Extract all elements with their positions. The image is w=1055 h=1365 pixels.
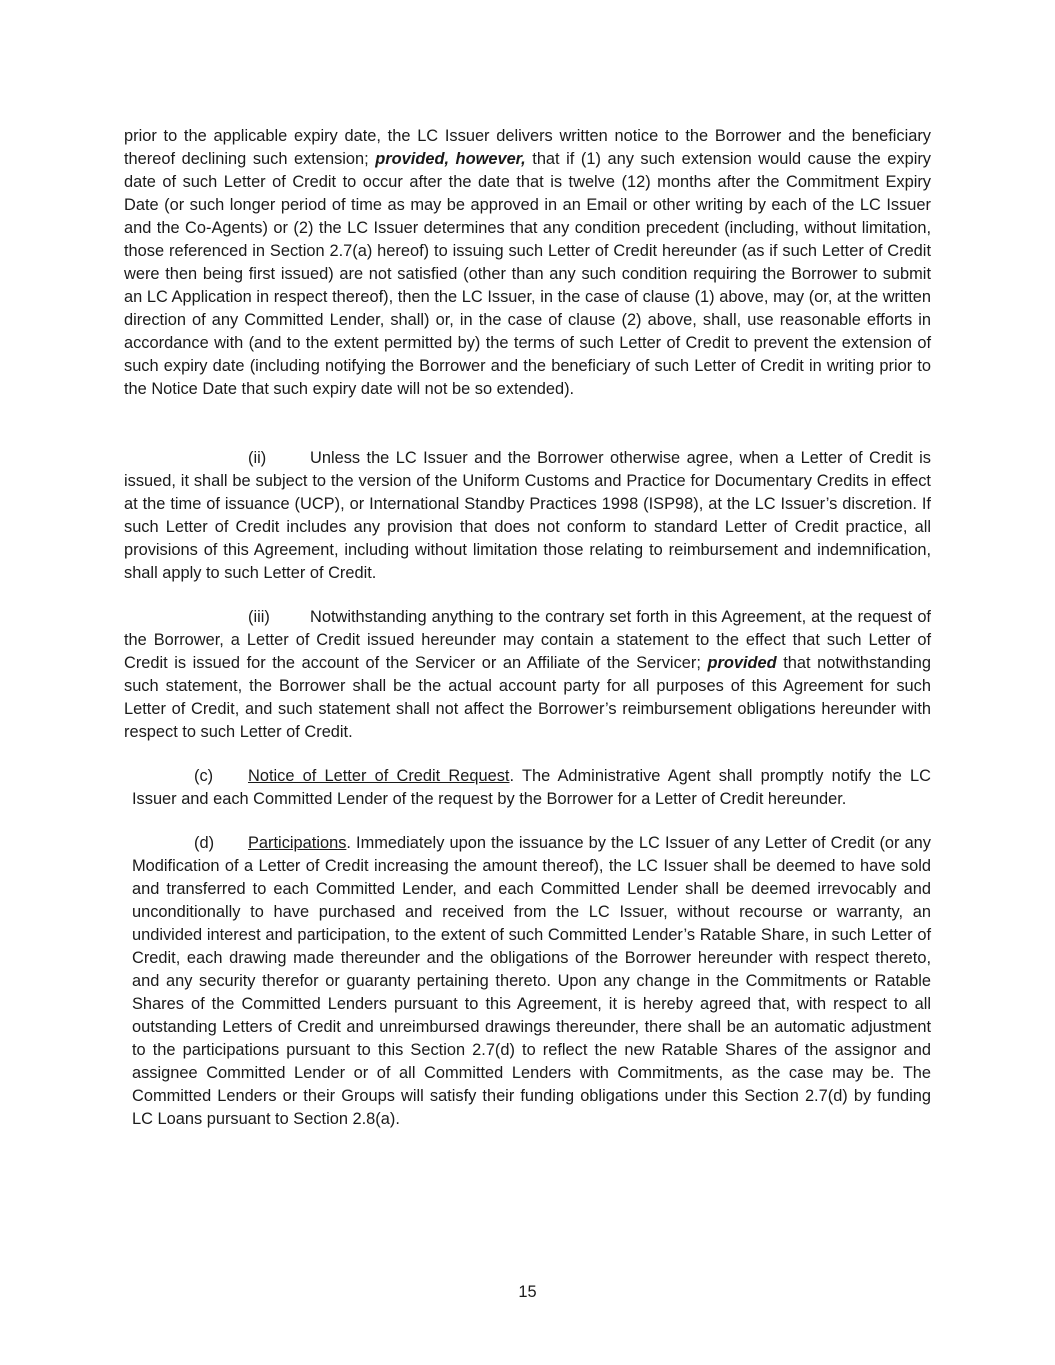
- paragraph-d: [132, 832, 931, 1131]
- paragraph-text: that notwithstanding such statement, the Borrower shall be the actual account party for all purposes of this Agreement for such Letter of Credit, and such statement shall not affect the Borrower’s reimbursement obligations hereunder with respect to such Letter of Credit.: [124, 654, 931, 741]
- paragraph-text: . Immediately upon the issuance by the LC Issuer of any Letter of Credit (or any Modification of a Letter of Credit increasing the amount thereof), the LC Issuer shall be deemed to have sold and transferred to each Committed Lender, and each Committed Lender shall be deemed irrevocably and unconditionally to have purchased and received from the LC Issuer, without recourse or warranty, an undivided interest and participation, to the extent of such Committed Lender’s Ratable Share, in such Letter of Credit, each drawing made thereunder and the obligations of the Borrower hereunder with respect thereto, and any security therefor or guaranty pertaining thereto. Upon any change in the Commitments or Ratable Shares of the Committed Lenders pursuant to this Agreement, it is hereby agreed that, with respect to all outstanding Letters of Credit and unreimbursed drawings thereunder, there shall be an automatic adjustment to the participations pursuant to this Section 2.7(d) to reflect the new Ratable Shares of the assignor and assignee Committed Lender or of all Committed Lenders with Commitments, as the case may be. The Committed Lenders or their Groups will satisfy their funding obligations under this Section 2.7(d) by funding LC Loans pursuant to Section 2.8(a).: [132, 834, 931, 1128]
- paragraph-c: [132, 765, 931, 811]
- paragraph-text: Unless the LC Issuer and the Borrower otherwise agree, when a Letter of Credit is issued, it shall be subject to the version of the Uniform Customs and Practice for Documentary Credits in effect at the time of issuance (UCP), or International Standby Practices 1998 (ISP98), at the LC Issuer’s discretion. If such Letter of Credit includes any provision that does not conform to standard Letter of Credit practice, all provisions of this Agreement, including without limitation those relating to reimbursement and indemnification, shall apply to such Letter of Credit.: [124, 449, 931, 582]
- paragraph-expiry-extension: [124, 125, 931, 401]
- clause-marker-iii: (iii): [248, 608, 270, 626]
- clause-marker-d: (d): [194, 834, 215, 852]
- page-number: 15: [518, 1283, 537, 1301]
- paragraph-text: . The Administrative Agent shall promptly notify the LC Issuer and each Committed Lender of the request by the Borrower for a Letter of Credit hereunder.: [132, 767, 931, 808]
- paragraph-text: that if (1) any such extension would cause the expiry date of such Letter of Credit to occur after the date that is twelve (12) months after the Commitment Expiry Date (or such longer period of time as may be approved in an Email or other writing by each of the LC Issuer and the Co-Agents) or (2) the LC Issuer determines that any condition precedent (including, without limitation, those referenced in Section 2.7(a) hereof) to issuing such Letter of Credit hereunder (as if such Letter of Credit were then being first issued) are not satisfied (other than any such condition requiring the Borrower to submit an LC Application in respect thereof), then the LC Issuer, in the case of clause (1) above, may (or, at the written direction of any Committed Lender, shall) or, in the case of clause (2) above, shall, use reasonable efforts in accordance with (and to the extent permitted by) the terms of such Letter of Credit to prevent the extension of such expiry date (including notifying the Borrower and the beneficiary of such Letter of Credit in writing prior to the Notice Date that such expiry date will not be so extended).: [124, 150, 932, 398]
- paragraph-text: Notwithstanding anything to the contrary set forth in this Agreement, at the request of the Borrower, a Letter of Credit issued hereunder may contain a statement to the effect that such Letter of Credit is issued for the account of the Servicer or an Affiliate of the Servicer;: [124, 608, 931, 672]
- paragraph-iii: [124, 606, 931, 744]
- emphasis-provided: provided: [707, 654, 777, 672]
- section-heading-participations: Participations: [248, 834, 347, 852]
- paragraph-ii: [124, 447, 931, 585]
- clause-marker-ii: (ii): [248, 449, 267, 467]
- clause-marker-c: (c): [194, 767, 214, 785]
- paragraph-text: prior to the applicable expiry date, the LC Issuer delivers written notice to the Borrower and the beneficiary thereof declining such extension;: [124, 127, 931, 168]
- section-heading-notice-request: Notice of Letter of Credit Request: [248, 767, 510, 785]
- emphasis-provided-however: provided, however,: [375, 150, 526, 168]
